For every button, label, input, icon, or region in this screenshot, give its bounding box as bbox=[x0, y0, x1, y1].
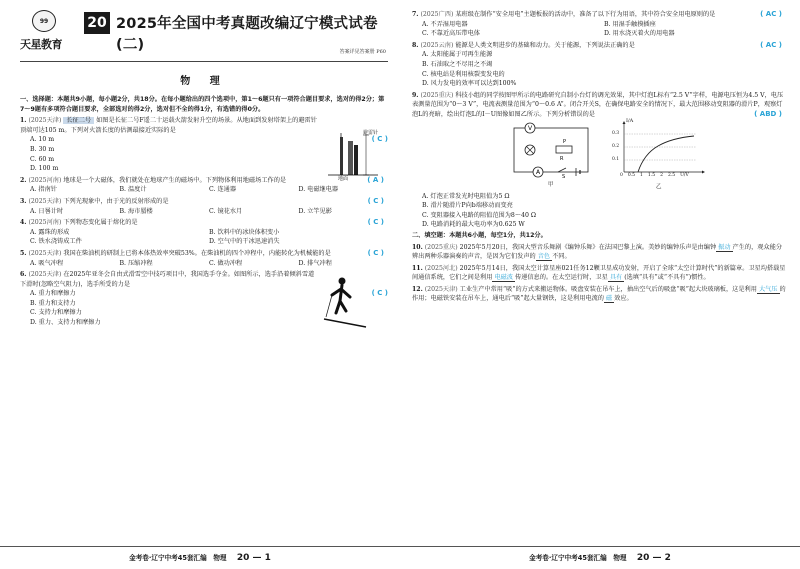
figure-b-label: 乙 bbox=[656, 183, 662, 190]
fill-answer: 磁 bbox=[605, 295, 613, 303]
graph-x-tick: 0 bbox=[620, 172, 623, 178]
question-8-options: A. 太阳能属于可再生能源 B. 石油取之不尽用之不竭 C. 核电站是利用核裂变发电的 D. 风力发电的效率可以达到100% bbox=[422, 51, 517, 88]
logo bbox=[20, 10, 70, 60]
question-5: 5. (2025天津) 我国在柴油机的研制上已将本体热效率突破53%。在柴油机的四个冲程中，内能转化为机械能的是 ( C ) bbox=[20, 248, 384, 257]
graph-y-tick: 0.3 bbox=[612, 130, 620, 136]
fig-label-top: 避雷针 bbox=[362, 130, 378, 137]
question-3-options: A. 日晷计时 B. 海市蜃楼 C. 镜花水月 D. 立竿见影 bbox=[30, 207, 332, 215]
question-9-options: A. 灯泡正常发光时电阻值为5 Ω B. 滑片随滑片P向b端移动而变亮 C. 变阻器接入电路的阻值范围为8～40 Ω D. 电路消耗的最大电功率为0.625 W bbox=[422, 192, 536, 229]
question-7-options-row2: C. 不靠近高压带电体 D. 用水浇灭着火的用电器 bbox=[422, 30, 675, 38]
fill-answer: 大气压 bbox=[758, 285, 778, 293]
svg-text:S: S bbox=[562, 173, 566, 180]
fill-answer: 音色 bbox=[537, 253, 551, 261]
graph-x-axis-label: U/V bbox=[680, 172, 689, 178]
fill-answer: 具有 bbox=[609, 274, 623, 282]
answer-reference: 答案详见答案册 P60 bbox=[339, 49, 386, 55]
answer-mark: ( C ) bbox=[367, 196, 384, 205]
right-page bbox=[400, 0, 800, 569]
graph-y-tick: 0.1 bbox=[612, 156, 620, 162]
answer-mark: ( AC ) bbox=[760, 40, 782, 49]
question-2-options: A. 指南针 B. 温度计 C. 连通器 D. 电磁继电器 bbox=[30, 186, 339, 194]
logo-badge-icon: 99 bbox=[32, 10, 56, 32]
question-5-options: A. 吸气冲程 B. 压缩冲程 C. 做功冲程 D. 排气冲程 bbox=[30, 259, 332, 267]
question-1: 1. (2025天津) 长征二号 如图是长征二号F遥二十运载火箭发射升空的场景。从地面到发射塔架上的避雷针顶端可达105 m。下列对火箭长度的估测最接近实际的是 ( C ) bbox=[20, 117, 388, 144]
brand-name: 天星教育 bbox=[20, 38, 62, 51]
question-8: 8. (2025云南) 能源是人类文明进步的基础和动力。关于能源，下列说法正确的是 ( AC ) bbox=[412, 40, 782, 49]
answer-mark: ( C ) bbox=[367, 218, 384, 227]
svg-text:A: A bbox=[536, 168, 541, 176]
answer-mark: ( AC ) bbox=[760, 10, 782, 18]
paper-header bbox=[20, 8, 388, 62]
question-6-options: A. 重力和摩擦力 B. 重力和支持力 C. 支持力和摩擦力 D. 重力、支持力和摩擦力 bbox=[20, 289, 388, 327]
page-number: 20 — 1 bbox=[236, 553, 271, 563]
right-footer: 金考卷·辽宁中考45套汇编 物理 20 — 2 bbox=[400, 546, 800, 563]
question-7-options-row1: A. 不弄湿用电器 B. 用湿手触摸插座 bbox=[422, 20, 656, 28]
question-6: 6. (2025天津) 在2025年亚冬会自由式滑雪空中技巧项目中，我国选手夺金。如图所示，选手沿着倾斜雪道下滑时(忽略空气阻力)，选手所受的力是 ( C ) bbox=[20, 271, 388, 298]
subject-title: 物 理 bbox=[180, 76, 228, 87]
question-4-options-row1: A. 露珠的形成 B. 饮料中的冰块体积变小 bbox=[30, 228, 280, 236]
answer-mark: ( A ) bbox=[367, 175, 384, 184]
question-11: 11. (2025河北) 2025年5月14日，我国太空计算星座021任务12颗卫星成功发射，开启了全球“太空计算时代”的新篇章。卫星均搭载星间通信系统，它们之间是利用 电磁波 传递信息的。在太空运行时，卫星 具有 (选填“具有”或“不具有”)惯性。 bbox=[412, 264, 786, 282]
answer-mark: ( C ) bbox=[367, 248, 384, 257]
figure-a-label: 甲 bbox=[548, 181, 554, 188]
question-1-options: A. 10 m B. 30 m C. 60 m D. 100 m 避雷针 地面 bbox=[20, 135, 388, 173]
svg-text:V: V bbox=[528, 124, 533, 132]
fill-answer: 振动 bbox=[718, 243, 731, 251]
paper-title: 2025年全国中考真题改编辽宁模式试卷(二) bbox=[116, 16, 378, 53]
question-7: 7. (2025广西) 某班级在制作“安全用电”主题板报的活动中，准备了以下行为用语，其中符合安全用电原则的是 ( AC ) bbox=[412, 10, 782, 18]
highlight-tag: 长征二号 bbox=[63, 117, 94, 124]
svg-text:P: P bbox=[563, 138, 567, 145]
graph-x-tick: 1.5 bbox=[647, 172, 656, 178]
question-4: 4. (2025河南) 下列物态变化属于熔化的是 ( C ) bbox=[20, 218, 384, 227]
paper-number: 20 bbox=[84, 12, 110, 34]
graph-x-ticks bbox=[620, 173, 689, 178]
graph-y-tick: 0.2 bbox=[612, 143, 620, 149]
left-footer: 金考卷·辽宁中考45套汇编 物理 20 — 1 bbox=[0, 546, 400, 563]
graph-x-tick: 1 bbox=[640, 172, 643, 178]
question-3: 3. (2025天津) 下列光现象中，由于光的反射形成的是 ( C ) bbox=[20, 196, 384, 205]
answer-mark: ( C ) bbox=[371, 289, 388, 298]
answer-mark: ( ABD ) bbox=[754, 109, 782, 118]
circuit-diagram bbox=[508, 122, 594, 180]
section-1-heading: 一、选择题：本题共9小题，每小题2分，共18分。在每小题给出的四个选项中，第1～6题只有一项符合题目要求，选对的得2分；第7～9题有多项符合题目要求，全部选对的得2分，选对但不全的得1分，有选错的得0分。 bbox=[20, 96, 385, 113]
question-4-options-row2: C. 铁水浇铸成工件 D. 空气中的干冰迅速消失 bbox=[30, 238, 280, 246]
answer-mark: ( C ) bbox=[371, 135, 388, 144]
graph-x-tick: 0.5 bbox=[627, 172, 636, 178]
question-12: 12. (2025天津) 工业生产中常用“吸”的方式来搬运物体。吸盘安装在吊车上，抽出空气后的吸盘“吸”起大块玻璃板，这是利用 大气压 的作用；电磁铁安装在吊车上，通电后“吸”起大量钢铁，这是利用电流的 磁 效应。 bbox=[412, 285, 786, 303]
section-2-heading: 二、填空题：本题共6小题，每空1分，共12分。 bbox=[412, 231, 547, 239]
question-10: 10. (2025重庆) 2025年5月20日，我国大型音乐舞剧《编钟乐舞》在法国巴黎上演。美妙的编钟乐声是由编钟 振动 产生的，观众能分辨出两种乐器演奏的声音，是因为它们发声的 音色 不同。 bbox=[412, 243, 783, 261]
skier-figure bbox=[320, 275, 370, 331]
question-9: 9. (2025重庆) 科技小组的同学按图甲所示的电路研究自制小台灯的调光效果，其中灯泡L标有“2.5 V”字样，电源电压恒为4.5 V，电压表测量范围为“0～3 V”，电流表测量范围为“0～0.6 A”。闭合开关S，在确保电路安全的情况下，最大范围移动变阻器的滑片P，观察灯泡L的亮暗，绘出灯泡L的I－U图像如图乙所示。下列分析错误的是 ( ABD ) bbox=[412, 91, 784, 118]
graph-x-tick: 2.5 bbox=[667, 172, 676, 178]
svg-text:R: R bbox=[560, 155, 564, 162]
page-number: 20 — 2 bbox=[636, 553, 671, 563]
graph-x-tick: 2 bbox=[660, 172, 663, 178]
fig-label-bottom: 地面 bbox=[337, 176, 348, 183]
graph-y-axis-label: I/A bbox=[626, 117, 634, 124]
question-9-figures bbox=[412, 117, 786, 192]
question-2: 2. (2025河南) 地球是一个大磁体，我们就处在地球产生的磁场中。下列物体利用地磁场工作的是 ( A ) bbox=[20, 175, 384, 184]
fill-answer: 电磁波 bbox=[494, 274, 513, 282]
